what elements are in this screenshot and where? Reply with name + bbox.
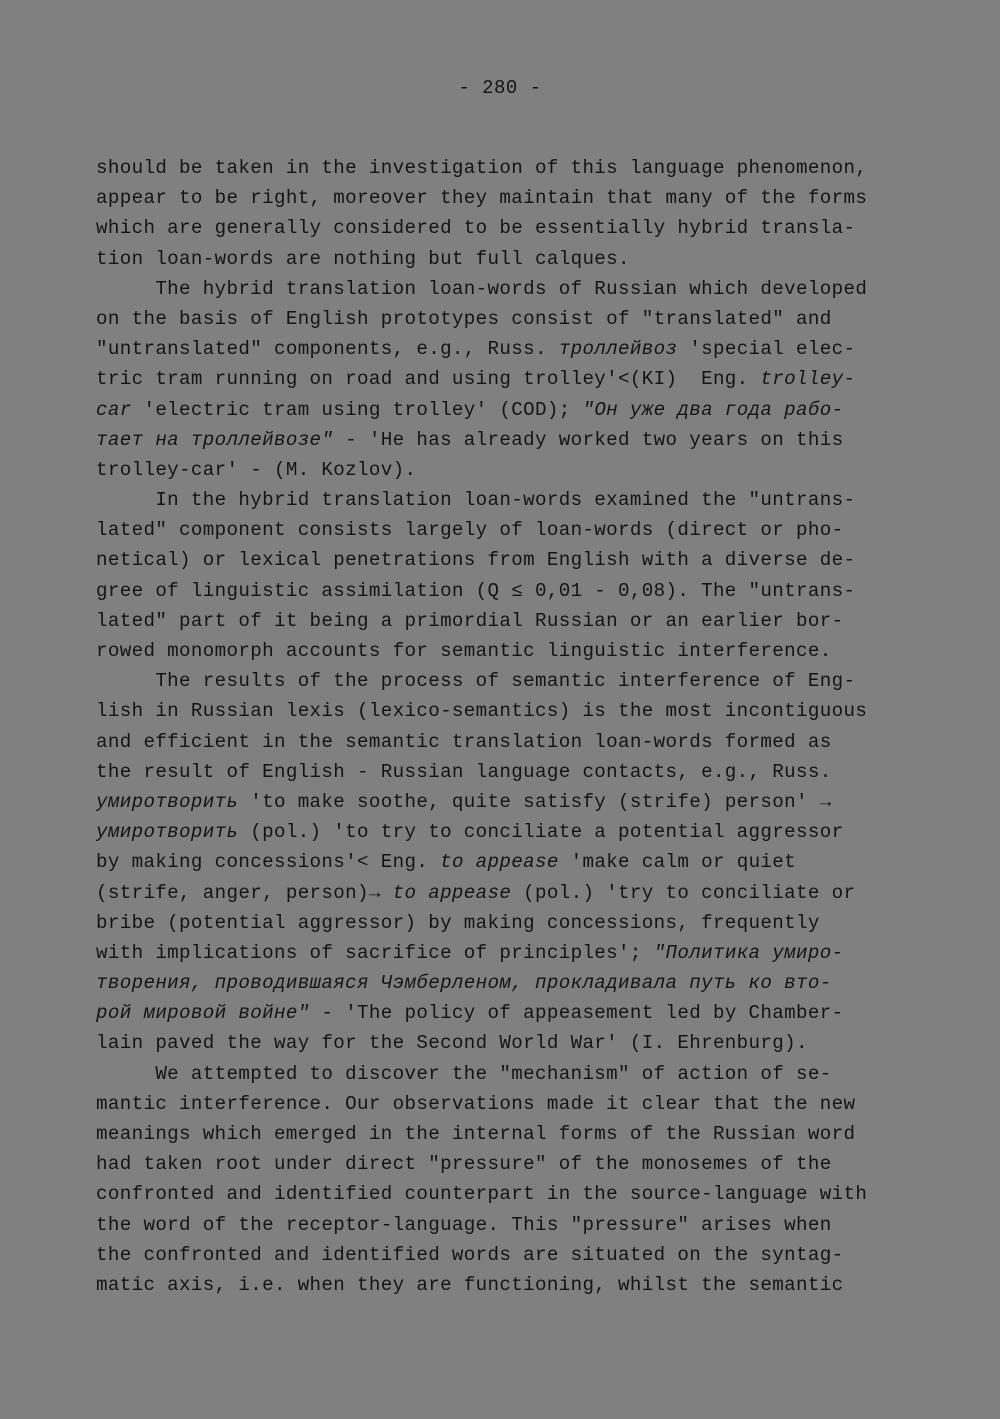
text-line [96, 576, 896, 606]
text-segment: on the basis of English prototypes consist of "translated" and [96, 307, 832, 330]
text-segment: - 'The policy of appeasement led by Chamber- [309, 1002, 844, 1025]
text-line [96, 153, 896, 183]
text-segment: matic axis, i.e. when they are functioning, whilst the semantic [96, 1273, 844, 1296]
text-line [96, 787, 896, 817]
text-segment: the confronted and identified words are situated on the syntag- [96, 1243, 844, 1266]
italic-text: trolley- [760, 368, 856, 391]
text-segment: netical) or lexical penetrations from English with a diverse de- [96, 549, 856, 572]
page-number: - 280 - [458, 77, 542, 99]
text-line [96, 364, 896, 394]
italic-text: тает на троллейвозе" [96, 428, 334, 451]
text-segment: rowed monomorph accounts for semantic linguistic interference. [96, 640, 832, 662]
text-line [96, 636, 896, 666]
text-line [96, 757, 896, 787]
text-line [96, 395, 896, 425]
text-segment: by making concessions'< Eng. [96, 851, 441, 874]
text-line [96, 1119, 896, 1149]
text-line [96, 696, 896, 726]
text-segment: We attempted to discover the "mechanism" of action of se- [96, 1062, 832, 1085]
text-line [96, 998, 896, 1028]
text-line [96, 455, 896, 485]
text-line [96, 817, 896, 847]
text-segment: trolley-car' - (M. Kozlov). [96, 458, 417, 481]
text-line [96, 1149, 896, 1179]
italic-text: "Политика умиро- [653, 941, 844, 964]
text-line [96, 968, 896, 998]
italic-text: умиротворить [96, 821, 239, 844]
text-segment: should be taken in the investigation of this language phenomenon, [96, 157, 868, 179]
text-segment: 'to make soothe, quite satisfy (strife) person' → [238, 790, 832, 813]
text-segment: the word of the receptor-language. This "pressure" arises when [96, 1213, 832, 1236]
text-segment: The results of the process of semantic interference of Eng- [96, 670, 856, 693]
text-segment: tric tram running on road and using trolley'<(KI) Eng. [96, 368, 761, 391]
text-segment: lain paved the way for the Second World War' (I. Ehrenburg). [96, 1032, 808, 1055]
text-line [96, 1059, 896, 1089]
italic-text: рой мировой войне" [96, 1002, 310, 1025]
text-segment: (pol.) 'try to conciliate or [511, 881, 856, 904]
text-line [96, 244, 896, 274]
text-segment: mantic interference. Our observations made it clear that the new [96, 1092, 856, 1115]
text-segment: - 'He has already worked two years on this [333, 428, 844, 451]
italic-text: умиротворить [96, 790, 239, 813]
text-segment: lated" part of it being a primordial Russian or an earlier bor- [96, 609, 844, 632]
text-line [96, 1270, 896, 1300]
text-line [96, 727, 896, 757]
text-line [96, 847, 896, 877]
italic-text: творения, проводившаяся Чэмберленом, прокладивала путь ко вто- [96, 972, 832, 995]
text-line [96, 1240, 896, 1270]
text-line [96, 425, 896, 455]
text-segment: tion loan-words are nothing but full calques. [96, 247, 630, 270]
text-line [96, 334, 896, 364]
text-segment: 'make calm or quiet [558, 851, 797, 874]
text-segment: gree of linguistic assimilation (Q ≤ 0,01 - 0,08). The "untrans- [96, 579, 856, 602]
text-line [96, 485, 896, 515]
text-segment: 'electric tram using trolley' (COD); [131, 398, 583, 421]
text-line [96, 1210, 896, 1240]
text-segment: (strife, anger, person)→ [96, 881, 393, 904]
text-segment: bribe (potential aggressor) by making concessions, frequently [96, 911, 820, 934]
text-line [96, 515, 896, 545]
text-line [96, 1089, 896, 1119]
body-text [96, 153, 896, 1300]
text-segment: the result of English - Russian language contacts, e.g., Russ. [96, 760, 832, 783]
text-segment: "untranslated" components, e.g., Russ. [96, 338, 559, 361]
text-line [96, 183, 896, 213]
italic-text: to appease [392, 881, 512, 904]
italic-text: троллейвоз [558, 338, 678, 361]
text-segment: lated" component consists largely of loan-words (direct or pho- [96, 519, 844, 542]
text-segment: confronted and identified counterpart in the source-language with [96, 1183, 868, 1206]
text-segment: and efficient in the semantic translation loan-words formed as [96, 730, 832, 753]
text-segment: (pol.) 'to try to conciliate a potential aggressor [238, 821, 844, 844]
text-segment: with implications of sacrifice of principles'; [96, 941, 654, 964]
text-line [96, 213, 896, 243]
text-segment: had taken root under direct "pressure" of the monosemes of the [96, 1153, 832, 1176]
text-segment: In the hybrid translation loan-words examined the "untrans- [96, 489, 856, 512]
text-segment: The hybrid translation loan-words of Russian which developed [96, 277, 868, 300]
text-line [96, 304, 896, 334]
text-line [96, 938, 896, 968]
text-line [96, 666, 896, 696]
text-line [96, 1028, 896, 1058]
text-segment: meanings which emerged in the internal forms of the Russian word [96, 1123, 856, 1145]
text-line [96, 606, 896, 636]
text-segment: lish in Russian lexis (lexico-semantics) is the most incontiguous [96, 700, 868, 723]
italic-text: car [96, 398, 132, 421]
italic-text: "Он уже два года рабо- [582, 398, 844, 421]
text-line [96, 1179, 896, 1209]
text-segment: appear to be right, moreover they maintain that many of the forms [96, 187, 868, 210]
text-segment: which are generally considered to be essentially hybrid transla- [96, 217, 856, 240]
text-segment: 'special elec- [677, 338, 856, 361]
text-line [96, 878, 896, 908]
italic-text: to appease [440, 851, 559, 874]
text-line [96, 545, 896, 575]
text-line [96, 908, 896, 938]
text-line [96, 274, 896, 304]
